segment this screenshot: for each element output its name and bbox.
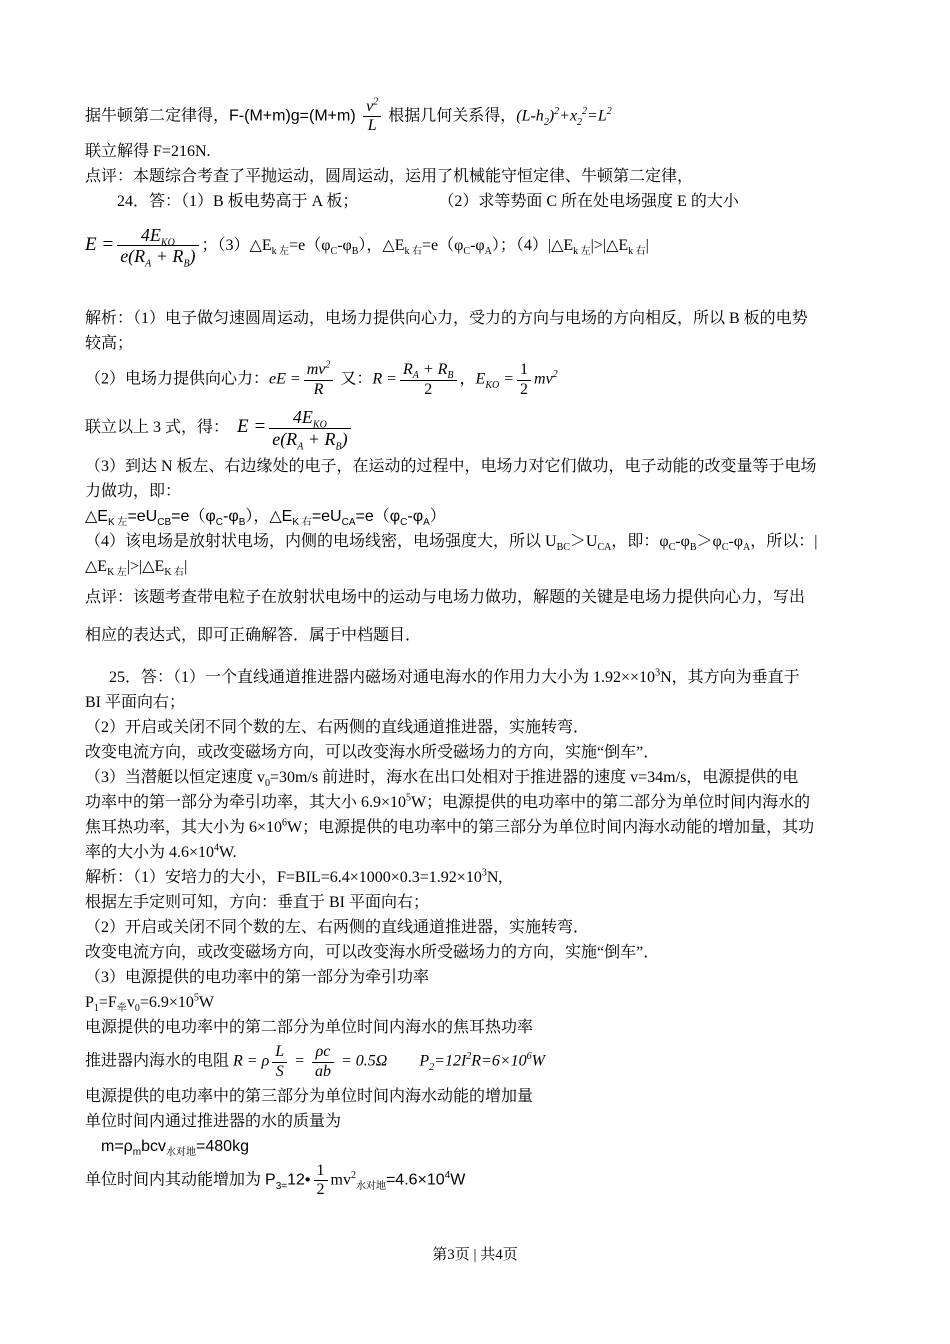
line-q25-analysis-3: （3）电源提供的电功率中的第一部分为牵引功率 (85, 969, 430, 987)
line-q24-comment-b: 相应的表达式，即可正确解答．属于中档题目． (85, 627, 422, 645)
line-q25-answer-3d: 率的大小为 $4.6\times 10^4W$. (85, 842, 237, 862)
line-q24-deltaE: $\triangle E_{K 左}=eU_{CB}=e(\varphi_C-\varphi_B)$，$\triangle E_{K 右}=eU_{CA}=e(\varphi_C-\varphi_A)$ (85, 508, 446, 529)
fraction: $\frac{mv^2}{R}$ (304, 361, 334, 399)
line-q24-analysis-4b: $\triangle E_{K 左}|>|\triangle E_{K 右}|$ (85, 558, 188, 579)
line-q24-combine: 联立以上 3 式，得： E = $\frac{4E_{KO}}{e(R_A + R_B)}$ (85, 402, 875, 454)
line-q24-analysis-2: （2）电场力提供向心力：eE = $\frac{mv^2}{R}$ 又：R = $\frac{R_A + R_B}{2}$ ，$E_{KO}$ = $\frac{1}{2}$ $mv^2$ (85, 359, 558, 398)
line-q25-mass-label: 单位时间内通过推进器的水的质量为 (85, 1113, 342, 1131)
line-comment-23: 点评：本题综合考查了平抛运动，圆周运动，运用了机械能守恒定律、牛顿第二定律， (85, 167, 694, 185)
document-body (85, 95, 875, 1203)
line-q25-answer-3c: 焦耳热功率，其大小为 $6\times 10^6W$；电源提供的电功率中的第三部分为单位时间内海水动能的增加量，其功 (85, 817, 815, 837)
line-q24-analysis-1b: 较高； (85, 335, 134, 353)
line-q25-P3: 单位时间内其动能增加为 $P_{3=}12•$ $\frac{1}{2}$ $mv^2_{水对地}=4.6\times 10^4W$ (85, 1162, 466, 1199)
fraction: $\frac{1}{2}$ (517, 361, 531, 399)
page-footer: 第3页 | 共4页 (432, 1247, 518, 1263)
fraction: $\frac{\rho c}{ab}$ (312, 1043, 334, 1081)
fraction: $\frac{1}{2}$ (314, 1162, 328, 1200)
line-q24-analysis-3: （3）到达 N 板左、右边缘处的电子，在运动的过程中，电场力对它们做功，电子动能的改变量等于电场 (85, 458, 817, 476)
line-q24-analysis-3b: 力做功，即： (85, 483, 182, 501)
line-q25-analysis-1: 解析：（1）安培力的大小，$F=BIL=6.4\times 1000\times 0.3=1.92\times 10^3N$, (85, 867, 503, 887)
line-q25-analysis-2: （2）开启或关闭不同个数的左、右两侧的直线通道推进器，实施转弯． (85, 919, 590, 937)
line-q24-comment: 点评：该题考查带电粒子在放射状电场中的运动与电场力做功，解题的关键是电场力提供向心力，写出 (85, 589, 806, 607)
line-newton-law: 据牛顿第二定律得，F-(M+m)g=(M+m) $\frac{v^2}{L}$ 根据几何关系得，$(L-h_2)^2+x_2^2=L^2$ (85, 96, 612, 135)
line-q25-analysis-1b: 根据左手定则可知，方向：垂直于 BI 平面向右； (85, 894, 430, 912)
line-q25-part3-label: 电源提供的电功率中的第三部分为单位时间内海水动能的增加量 (85, 1088, 534, 1106)
line-q25-mass: $m=\rho_mbcv_{水对地}=480kg$ (101, 1138, 249, 1159)
fraction: $\frac{R_A + R_B}{2}$ (400, 361, 457, 399)
line-q25-answer-3: （3）当潜艇以恒定速度 $v_0=30m/s$ 前进时，海水在出口处相对于推进器的速度 v=34m/s，电源提供的电 (85, 769, 799, 790)
line-q24-analysis-1: 解析：（1）电子做匀速圆周运动，电场力提供向心力，受力的方向与电场的方向相反，所以 B 板的电势 (85, 310, 808, 328)
fraction: $\frac{4E_{KO}}{e(R_A + R_B)}$ (117, 225, 198, 267)
line-q25-analysis-2b: 改变电流方向，或改变磁场方向，可以改变海水所受磁场力的方向，实施“倒车”． (85, 944, 660, 962)
line-q25-answer-1b: BI 平面向右； (85, 694, 186, 712)
fraction: $\frac{L}{S}$ (272, 1043, 287, 1081)
line-solve-F: 联立解得 F=216N. (85, 142, 211, 160)
fraction: $\frac{v^2}{L}$ (363, 98, 381, 136)
line-q25-P1: $P_1=F_牵v_0=6.9\times 10^5W$ (85, 992, 214, 1015)
fraction: $\frac{4E_{KO}}{e(R_A + R_B)}$ (269, 407, 350, 449)
line-q24-analysis-4: （4）该电场是放射状电场，内侧的电场线密，电场强度大，所以 $U_{BC}>U_{CA}$，即：$\varphi_C-\varphi_B>\varphi_C-\varphi_A$，所以：| (85, 533, 818, 554)
line-q25-part2-label: 电源提供的电功率中的第二部分为单位时间内海水的焦耳热功率 (85, 1019, 534, 1037)
line-q25-answer-3b: 功率中的第一部分为牵引功率，其大小 $6.9\times 10^5W$；电源提供的电功率中的第二部分为单位时间内海水的 (85, 792, 811, 812)
line-q25-resistance: 推进器内海水的电阻 R = ρ $\frac{L}{S}$ = $\frac{\rho c}{ab}$ = 0.5Ω $P_2=12I^2R=6\times 10^6W$ (85, 1043, 545, 1080)
line-q24-answer: 24．答：（1）B 板电势高于 A 板； （2）求等势面 C 所在处电场强度 E 的大小 (117, 192, 739, 210)
line-q25-answer-1: 25．答：（1）一个直线通道推进器内磁场对通电海水的作用力大小为 $1.92\times\times 10^3N$，其方向为垂直于 (109, 667, 800, 687)
line-q25-answer-2b: 改变电流方向，或改变磁场方向，可以改变海水所受磁场力的方向，实施“倒车”． (85, 744, 660, 762)
line-q24-formula-E: E = $\frac{4E_{KO}}{e(R_A + R_B)}$ ；$(3)\triangle E_{k 左}=e(\varphi_C-\varphi_B)$，$\triangle E_{k 右}=e(\varphi_C-\varphi_A)$；$(4)|\triangle E_{k 左}|>|\triangle E_{k 右}|$ (85, 224, 649, 271)
line-q25-answer-2: （2）开启或关闭不同个数的左、右两侧的直线通道推进器，实施转弯． (85, 719, 590, 737)
